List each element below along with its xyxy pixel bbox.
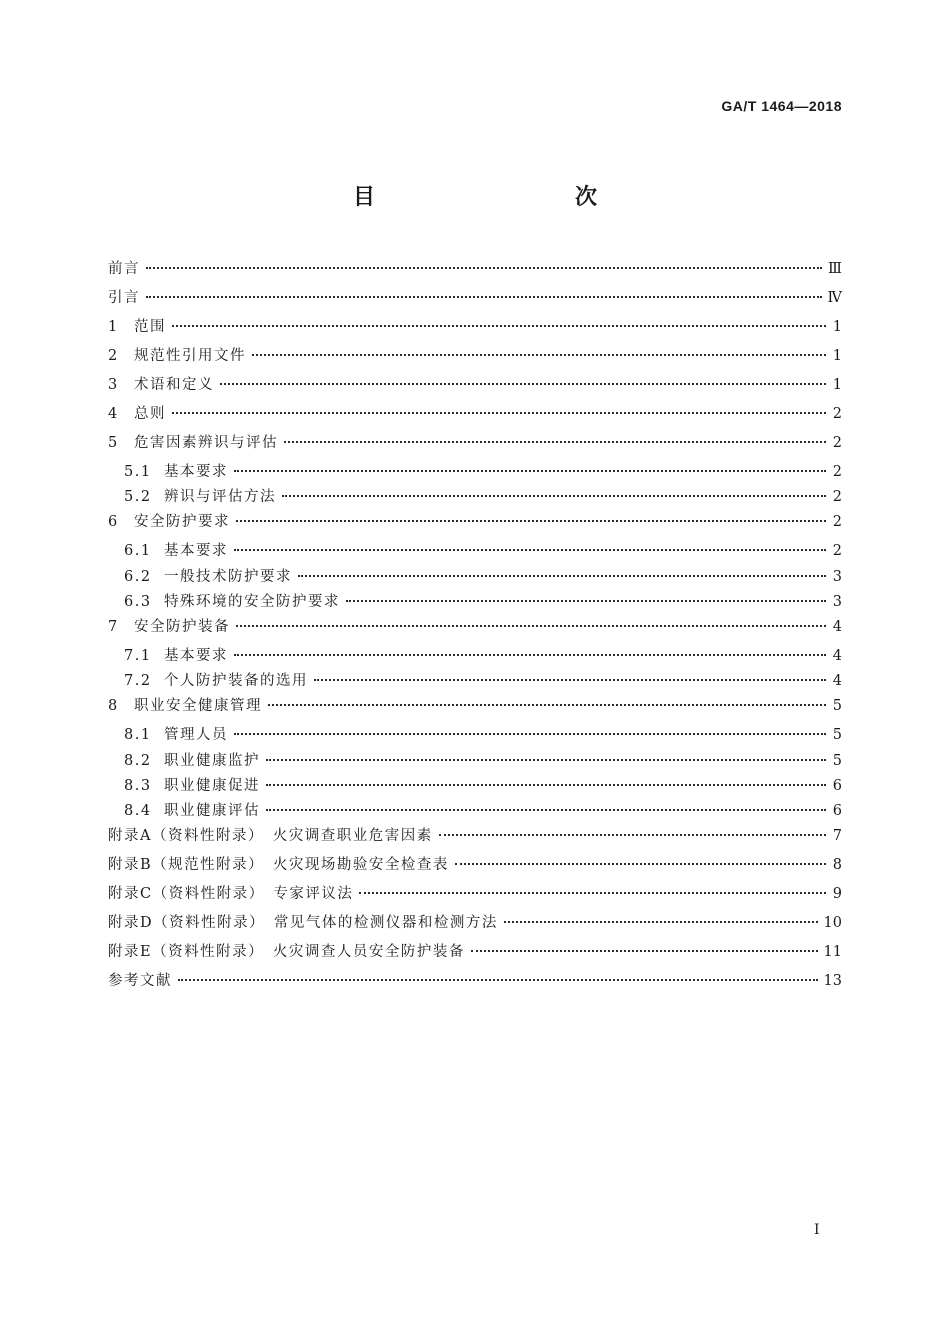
toc-dot-leader xyxy=(220,383,826,385)
toc-dot-leader xyxy=(282,495,826,497)
toc-dot-leader xyxy=(266,784,826,786)
toc-dot-leader xyxy=(146,296,822,298)
toc-entry[interactable] xyxy=(108,723,842,748)
toc-entry-number: 6 xyxy=(108,514,119,531)
toc-entry[interactable] xyxy=(108,402,842,431)
toc-entry-number: 5 xyxy=(108,435,119,451)
toc-dot-leader xyxy=(298,575,826,577)
toc-entry-label: 职业健康评估 xyxy=(164,802,260,819)
table-of-contents xyxy=(108,257,842,998)
toc-entry[interactable] xyxy=(108,774,842,799)
toc-dot-leader xyxy=(266,809,826,811)
toc-entry-page: 2 xyxy=(832,435,842,451)
toc-entry-label: 职业健康促进 xyxy=(164,777,260,794)
toc-entry-number: 8 xyxy=(108,698,119,715)
toc-entry-page: 2 xyxy=(832,514,842,531)
toc-entry-page: Ⅳ xyxy=(827,290,842,306)
toc-entry-number: 1 xyxy=(108,319,119,335)
toc-entry[interactable] xyxy=(108,539,842,564)
toc-entry[interactable] xyxy=(108,485,842,510)
toc-entry-label: 参考文献 xyxy=(108,973,172,990)
toc-entry-label: 范围 xyxy=(134,319,166,335)
toc-entry-label: 附录B（规范性附录） 火灾现场勘验安全检查表 xyxy=(108,857,449,874)
toc-entry-number: 6.1 xyxy=(124,543,152,560)
toc-entry-page: 1 xyxy=(832,348,842,364)
toc-entry[interactable] xyxy=(108,510,842,539)
toc-entry-number: 8.2 xyxy=(124,752,152,769)
toc-entry-label: 总则 xyxy=(134,406,166,422)
toc-entry-page: 3 xyxy=(832,568,842,585)
toc-dot-leader xyxy=(234,733,826,735)
toc-entry-label: 基本要求 xyxy=(164,543,228,560)
toc-entry-number: 2 xyxy=(108,348,119,364)
toc-entry[interactable] xyxy=(108,644,842,669)
toc-entry-number: 8.3 xyxy=(124,777,152,794)
toc-entry[interactable] xyxy=(108,373,842,402)
toc-entry-label: 引言 xyxy=(108,290,140,306)
toc-entry-page: 6 xyxy=(832,777,842,794)
toc-entry-label: 职业安全健康管理 xyxy=(134,698,262,715)
toc-entry[interactable] xyxy=(108,853,842,882)
toc-entry-number: 7.2 xyxy=(124,673,152,690)
toc-entry-page: 1 xyxy=(832,377,842,393)
toc-entry-page: 8 xyxy=(832,857,842,874)
toc-entry-label: 附录E（资料性附录） 火灾调查人员安全防护装备 xyxy=(108,944,465,961)
toc-entry[interactable] xyxy=(108,431,842,460)
toc-entry-number: 3 xyxy=(108,377,119,393)
toc-entry[interactable] xyxy=(108,315,842,344)
toc-entry-page: 2 xyxy=(832,406,842,422)
toc-entry-page: 2 xyxy=(832,543,842,560)
toc-entry[interactable] xyxy=(108,749,842,774)
toc-entry-label: 管理人员 xyxy=(164,727,228,744)
toc-dot-leader xyxy=(172,325,826,327)
toc-entry-label: 附录C（资料性附录） 专家评议法 xyxy=(108,886,354,903)
toc-entry-label: 特殊环境的安全防护要求 xyxy=(164,593,340,610)
toc-entry[interactable] xyxy=(108,286,842,315)
toc-entry-number: 5.2 xyxy=(124,489,152,506)
toc-entry-label: 辨识与评估方法 xyxy=(164,489,276,506)
toc-entry-page: 2 xyxy=(832,489,842,506)
toc-entry[interactable] xyxy=(108,344,842,373)
toc-dot-leader xyxy=(314,679,826,681)
toc-entry-page: 13 xyxy=(823,973,842,990)
toc-entry[interactable] xyxy=(108,969,842,998)
toc-entry-label: 一般技术防护要求 xyxy=(164,568,292,585)
toc-dot-leader xyxy=(455,863,826,865)
toc-dot-leader xyxy=(236,625,826,627)
toc-dot-leader xyxy=(359,892,826,894)
toc-entry-number: 7.1 xyxy=(124,647,152,664)
toc-entry-page: 10 xyxy=(823,915,842,932)
toc-entry[interactable] xyxy=(108,799,842,824)
toc-entry-number: 8.1 xyxy=(124,727,152,744)
toc-entry[interactable] xyxy=(108,882,842,911)
toc-entry-label: 安全防护装备 xyxy=(134,618,230,635)
toc-entry-label: 附录D（资料性附录） 常见气体的检测仪器和检测方法 xyxy=(108,915,498,932)
toc-entry[interactable] xyxy=(108,824,842,853)
toc-dot-leader xyxy=(471,950,818,952)
toc-entry-page: 4 xyxy=(832,618,842,635)
toc-entry-number: 7 xyxy=(108,618,119,635)
toc-entry-number: 8.4 xyxy=(124,802,152,819)
toc-entry-label: 个人防护装备的选用 xyxy=(164,673,308,690)
toc-entry-label: 危害因素辨识与评估 xyxy=(134,435,278,451)
toc-entry[interactable] xyxy=(108,615,842,644)
toc-entry-number: 6.3 xyxy=(124,593,152,610)
toc-entry-label: 术语和定义 xyxy=(134,377,214,393)
toc-dot-leader xyxy=(146,267,822,269)
toc-entry-page: 11 xyxy=(823,944,842,961)
toc-dot-leader xyxy=(234,549,826,551)
toc-dot-leader xyxy=(234,470,826,472)
toc-entry-label: 规范性引用文件 xyxy=(134,348,246,364)
toc-dot-leader xyxy=(439,834,826,836)
toc-entry[interactable] xyxy=(108,940,842,969)
toc-entry-page: Ⅲ xyxy=(828,261,842,277)
toc-dot-leader xyxy=(172,412,826,414)
toc-dot-leader xyxy=(346,600,826,602)
toc-entry[interactable] xyxy=(108,460,842,485)
toc-dot-leader xyxy=(234,654,826,656)
toc-entry-number: 5.1 xyxy=(124,464,152,480)
toc-entry-page: 6 xyxy=(832,802,842,819)
toc-entry-number: 6.2 xyxy=(124,568,152,585)
page-title: 目 次 xyxy=(352,185,649,210)
toc-entry-page: 5 xyxy=(832,727,842,744)
toc-entry[interactable] xyxy=(108,694,842,723)
toc-entry-label: 职业健康监护 xyxy=(164,752,260,769)
standard-code: GA/T 1464—2018 xyxy=(721,98,842,114)
toc-dot-leader xyxy=(252,354,826,356)
toc-entry[interactable] xyxy=(108,669,842,694)
toc-entry[interactable] xyxy=(108,257,842,286)
toc-entry-page: 4 xyxy=(832,673,842,690)
toc-entry-label: 安全防护要求 xyxy=(134,514,230,531)
toc-entry-label: 前言 xyxy=(108,261,140,277)
toc-dot-leader xyxy=(266,759,826,761)
toc-entry-page: 3 xyxy=(832,593,842,610)
toc-entry[interactable] xyxy=(108,590,842,615)
toc-entry-page: 4 xyxy=(832,647,842,664)
toc-dot-leader xyxy=(268,704,826,706)
toc-dot-leader xyxy=(284,441,826,443)
toc-entry[interactable] xyxy=(108,565,842,590)
toc-entry[interactable] xyxy=(108,911,842,940)
toc-entry-page: 5 xyxy=(832,752,842,769)
toc-entry-page: 9 xyxy=(832,886,842,903)
toc-entry-page: 1 xyxy=(832,319,842,335)
toc-entry-label: 基本要求 xyxy=(164,647,228,664)
toc-entry-page: 5 xyxy=(832,698,842,715)
toc-entry-page: 2 xyxy=(832,464,842,480)
page-number: I xyxy=(814,1222,820,1238)
toc-dot-leader xyxy=(504,921,818,923)
toc-entry-label: 基本要求 xyxy=(164,464,228,480)
toc-entry-label: 附录A（资料性附录） 火灾调查职业危害因素 xyxy=(108,828,433,845)
toc-dot-leader xyxy=(178,979,818,981)
toc-entry-number: 4 xyxy=(108,406,119,422)
toc-entry-page: 7 xyxy=(832,828,842,845)
toc-dot-leader xyxy=(236,520,826,522)
